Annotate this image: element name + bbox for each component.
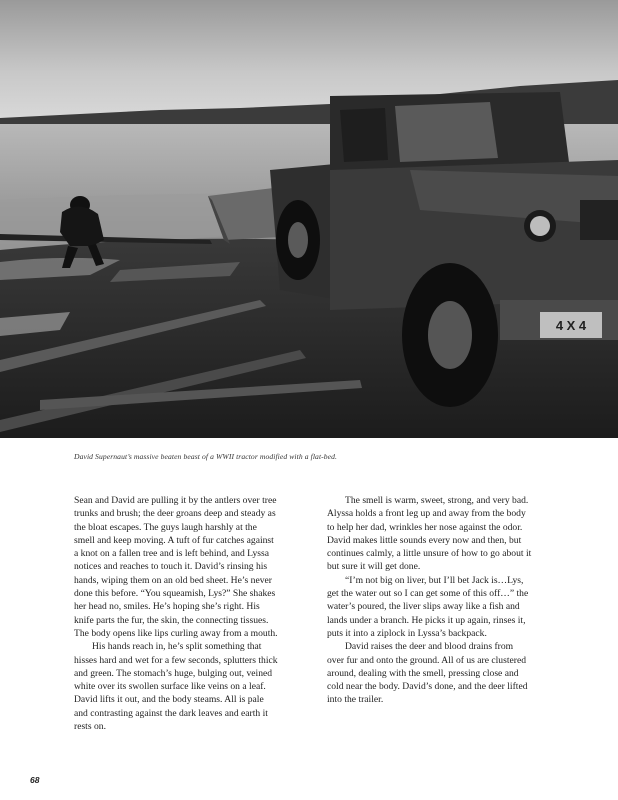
paragraph: “I’m not big on liver, but I’ll bet Jack is…Lys, get the water out so I can get some of this off…” the water’s poured, the liver slips away like a fish and lands under a branch. He picks it up again, rinses it, puts it into a ziplock in Lyssa’s backpack.	[327, 574, 529, 639]
paragraph: Sean and David are pulling it by the antlers over tree trunks and brush; the deer groans deep and steady as the bloat escapes. The guys laugh harshly at the smell and keep moving. A tuft of fur catches against a knot on a fallen tree and is left behind, and Lyssa notices and reaches to touch it. David’s rinsing his hands, wiping them on an old bed sheet. He’s never done this before. “You squeamish, Lys?” She shakes her head no, smiles. He’s hoping she’s right. His knife parts the fur, the skin, the connecting tissues. The body opens like lips curling away from a mouth.	[74, 495, 278, 639]
paragraph: The smell is warm, sweet, strong, and very bad. Alyssa holds a front leg up and away from the body to help her dad, wrinkles her nose against the odor. David makes little sounds every now and then, but continues calmly, a little unsure of how to go about it but sure it will get done.	[327, 495, 532, 573]
page-number: 68	[30, 775, 40, 785]
text-column-left	[74, 494, 279, 733]
paragraph: His hands reach in, he’s split something that hisses hard and wet for a few seconds, splutters thick and green. The stomach’s huge, bulging out, veined white over its swollen surface like veins on a leaf. David lifts it out, and the body steams. All is pale and contrasting against the dark leaves and earth it rests on.	[74, 641, 278, 733]
text-column-right	[327, 494, 532, 707]
license-plate-text: 4 X 4	[555, 318, 587, 333]
paragraph: David raises the deer and blood drains from over fur and onto the ground. All of us are clustered around, dealing with the smell, pressing close and cold near the body. David’s done, and the deer lifted into the trailer.	[327, 641, 528, 706]
photo-caption: David Supernaut’s massive beaten beast of a WWII tractor modified with a flat-bed.	[74, 452, 338, 461]
